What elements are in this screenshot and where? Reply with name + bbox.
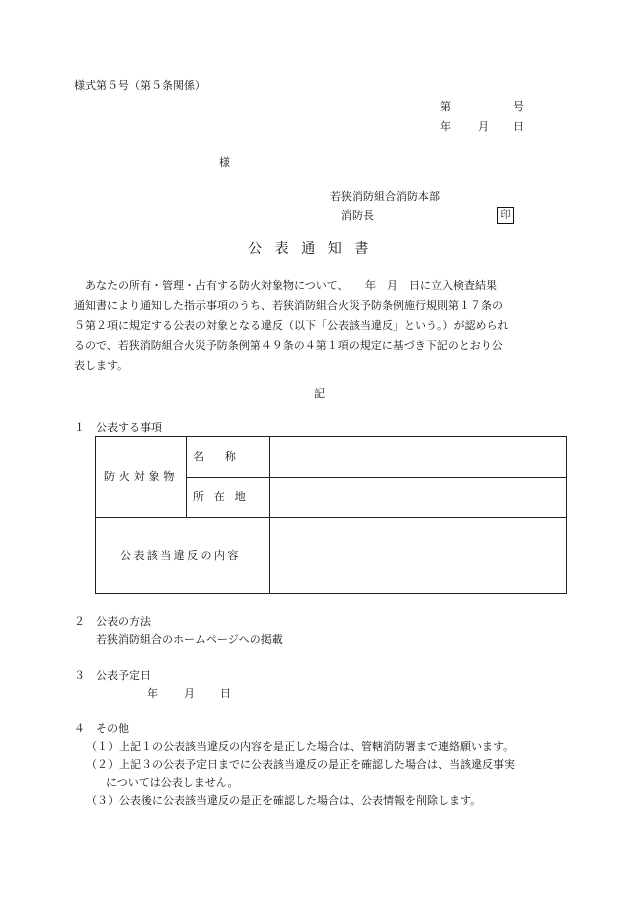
number-suffix: 号 [513,100,524,113]
date-day: 日 [513,120,524,133]
intro-line-2: 通知書により通知した指示事項のうち、若狭消防組合火災予防条例施行規則第１７条の [74,299,503,312]
section3-month: 月 [184,687,195,700]
section2-heading: ２ 公表の方法 [74,615,151,628]
other-item-1: （１）上記１の公表該当違反の内容を是正した場合は、管轄消防署まで連絡願います。 [86,740,515,753]
date-year: 年 [440,120,451,133]
date-month: 月 [478,120,489,133]
section3-heading: ３ 公表予定日 [74,669,151,682]
intro-line-1: あなたの所有・管理・占有する防火対象物について、 年 月 日に立入検査結果 [85,279,498,292]
document-title: 公表通知書 [248,241,381,257]
intro-line-4: るので、若狭消防組合火災予防条例第４９条の４第１項の規定に基づき下記のとおり公 [74,339,503,352]
section3-year: 年 [147,687,158,700]
ki-mark: 記 [314,387,325,400]
sender-organization: 若狭消防組合消防本部 [330,190,440,203]
name-label: 名称 [193,450,257,463]
other-item-2-continued: については公表しません。 [106,776,239,789]
section1-heading: １ 公表する事項 [74,421,162,434]
publication-table [95,436,567,594]
other-item-3: （３）公表後に公表該当違反の是正を確認した場合は、公表情報を削除します。 [86,794,482,807]
other-item-2: （２）上記３の公表予定日までに公表該当違反の是正を確認した場合は、当該違反事実 [86,758,515,771]
intro-line-5: 表します。 [74,359,129,372]
number-prefix: 第 [440,100,451,113]
section3-day: 日 [220,687,231,700]
address-label: 所在地 [193,490,256,503]
intro-line-3: ５第２項に規定する公表の対象となる違反（以下「公表該当違反」という。）が認められ [74,319,509,332]
form-label: 様式第５号（第５条関係） [74,79,206,92]
addressee-suffix: 様 [219,156,230,169]
section4-heading: ４ その他 [74,722,129,735]
section2-content: 若狭消防組合のホームページへの掲載 [96,633,283,646]
sender-title: 消防長 [341,209,374,222]
violation-label: 公表該当違反の内容 [120,549,241,562]
fire-target-label: 防火対象物 [104,470,179,483]
seal-mark: 印 [497,207,514,224]
